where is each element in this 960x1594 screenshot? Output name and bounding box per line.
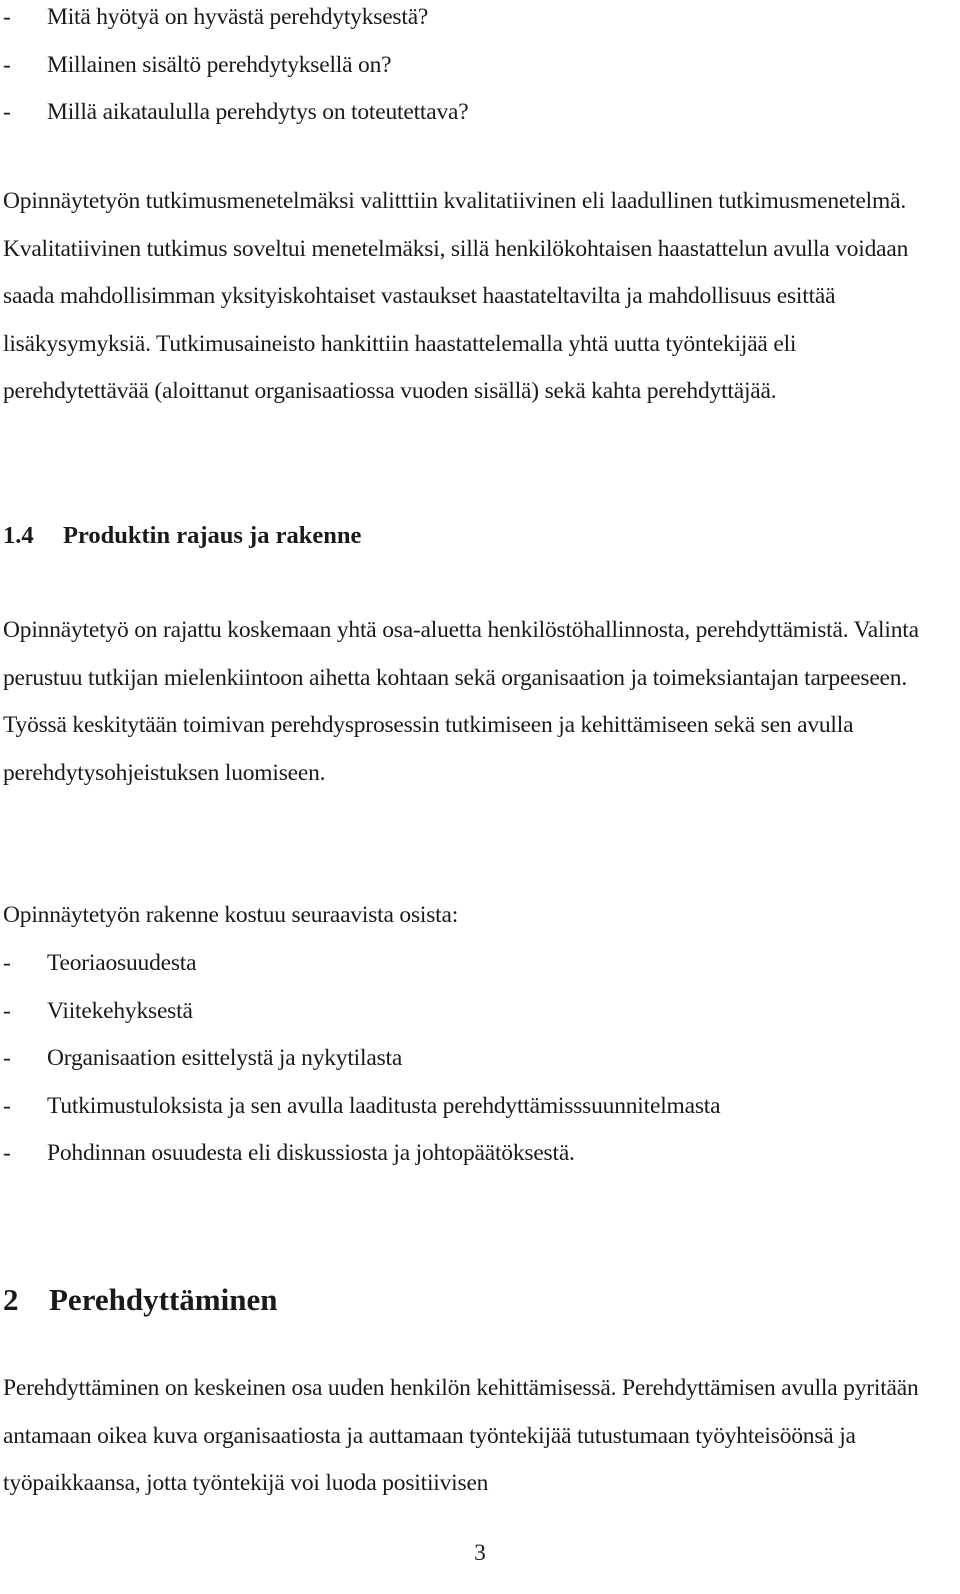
chapter-title: Perehdyttäminen bbox=[49, 1282, 278, 1317]
list-item-text: Millä aikataululla perehdytys on toteutettava? bbox=[47, 99, 469, 125]
section-title: Produktin rajaus ja rakenne bbox=[63, 522, 362, 549]
section-heading-1-4 bbox=[3, 512, 933, 559]
page-number: 3 bbox=[474, 1540, 486, 1566]
intro-question-list bbox=[3, 0, 933, 137]
list-dash: - bbox=[3, 950, 11, 976]
list-item-text: Mitä hyötyä on hyvästä perehdytyksestä? bbox=[47, 4, 429, 30]
list-dash: - bbox=[3, 997, 11, 1024]
structure-intro: Opinnäytetyön rakenne kostuu seuraavista osista: bbox=[3, 902, 459, 928]
chapter-2-paragraph: Perehdyttäminen on keskeinen osa uuden henkilön kehittämisessä. Perehdyttämisen avulla pyritään antamaan oikea kuva organisaatiosta ja auttamaan työntekijää tutustumaan työyhteisöönsä ja työpaikkaansa, jotta työntekijä voi luoda positiivisen bbox=[3, 1375, 919, 1496]
list-item bbox=[3, 940, 933, 988]
structure-list bbox=[3, 940, 933, 1178]
section-number: 1.4 bbox=[3, 522, 34, 549]
chapter-heading-2 bbox=[3, 1276, 933, 1324]
list-item-text: Viitekehyksestä bbox=[47, 997, 193, 1024]
list-item bbox=[3, 42, 933, 90]
chapter-number: 2 bbox=[3, 1282, 19, 1317]
list-dash: - bbox=[3, 51, 11, 78]
list-item bbox=[3, 988, 933, 1036]
list-dash: - bbox=[3, 4, 11, 30]
list-dash: - bbox=[3, 99, 11, 125]
list-item-text: Tutkimustuloksista ja sen avulla laaditusta perehdyttämisssuunnitelmasta bbox=[47, 1092, 721, 1119]
list-dash: - bbox=[3, 1092, 11, 1119]
list-item-text: Millainen sisältö perehdytyksellä on? bbox=[47, 51, 392, 78]
list-item bbox=[3, 89, 933, 137]
scope-paragraph: Opinnäytetyö on rajattu koskemaan yhtä osa-aluetta henkilöstöhallinnosta, perehdyttämistä. Valinta perustuu tutkijan mielenkiintoon aihetta kohtaan sekä organisaation ja toimeksiantajan tarpeeseen. Työssä keskitytään toimivan perehdysprosessin tutkimiseen ja kehittämiseen sekä sen avulla perehdytysohjeistuksen luomiseen. bbox=[3, 617, 919, 786]
list-item-text: Pohdinnan osuudesta eli diskussiosta ja johtopäätöksestä. bbox=[47, 1140, 575, 1166]
method-paragraph: Opinnäytetyön tutkimusmenetelmäksi valitttiin kvalitatiivinen eli laadullinen tutkimusmenetelmä. Kvalitatiivinen tutkimus soveltui menetelmäksi, sillä henkilökohtaisen haastattelun avulla voidaan saada mahdollisimman yksityiskohtaiset vastaukset haastateltavilta ja mahdollisuus esittää lisäkysymyksiä. Tutkimusaineisto hankittiin haastattelemalla yhtä uutta työntekijää eli perehdytettävää (aloittanut organisaatiossa vuoden sisällä) sekä kahta perehdyttäjää. bbox=[3, 188, 909, 404]
list-item-text: Organisaation esittelystä ja nykytilasta bbox=[47, 1045, 403, 1071]
list-dash: - bbox=[3, 1045, 11, 1071]
list-item bbox=[3, 0, 933, 42]
list-item bbox=[3, 1035, 933, 1083]
list-dash: - bbox=[3, 1140, 11, 1166]
list-item bbox=[3, 1083, 933, 1131]
list-item-text: Teoriaosuudesta bbox=[47, 950, 197, 976]
list-item bbox=[3, 1130, 933, 1178]
